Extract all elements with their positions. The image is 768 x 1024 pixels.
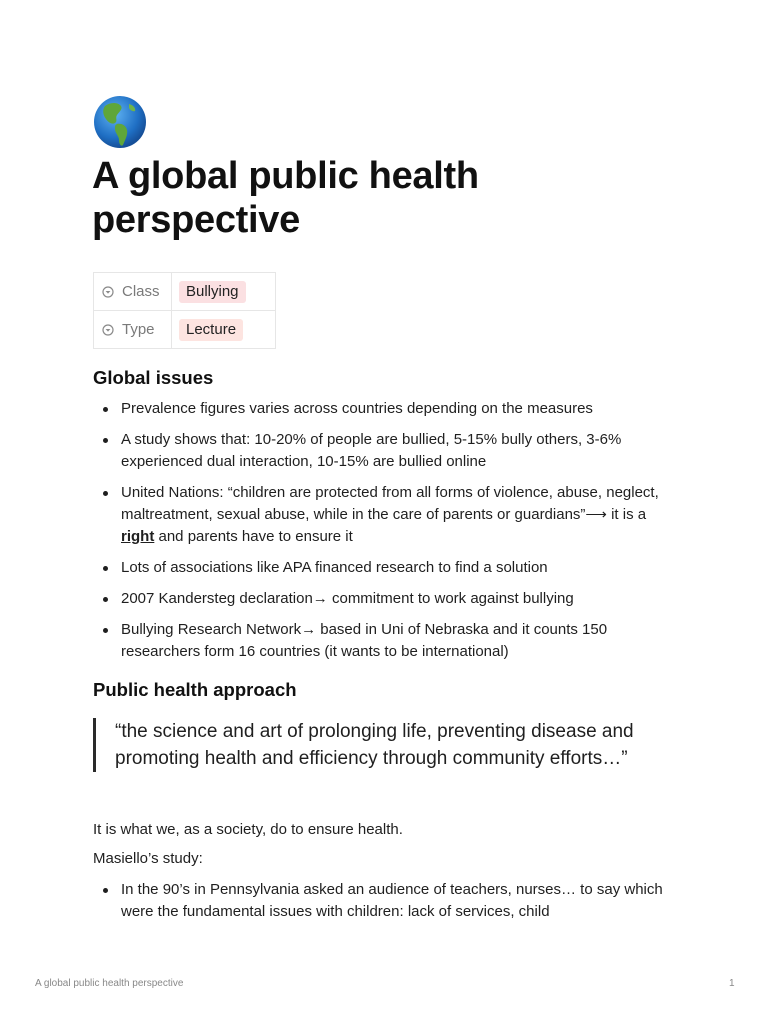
list-item: 2007 Kandersteg declaration→ commitment to work against bullying bbox=[93, 588, 663, 610]
select-icon bbox=[102, 286, 114, 298]
type-tag[interactable]: Lecture bbox=[179, 319, 243, 341]
section-heading-global-issues: Global issues bbox=[93, 367, 214, 388]
global-issues-list bbox=[93, 398, 663, 672]
list-item: Lots of associations like APA financed research to find a solution bbox=[93, 557, 663, 579]
page-title: A global public health perspective bbox=[92, 155, 479, 241]
section-heading-public-health: Public health approach bbox=[93, 679, 297, 700]
emphasis-right: right bbox=[121, 528, 155, 545]
select-icon bbox=[102, 324, 114, 336]
property-row-class bbox=[94, 273, 276, 311]
list-item: United Nations: “children are protected from all forms of violence, abuse, neglect, maltreatment, sexual abuse, while in the care of parents or guardians”⟶ it is a right and parents have to ensure it bbox=[93, 482, 663, 548]
list-item: Prevalence figures varies across countries depending on the measures bbox=[93, 398, 663, 420]
quote-block: “the science and art of prolonging life, preventing disease and promoting health and efficiency through community efforts…” bbox=[93, 718, 675, 772]
class-tag[interactable]: Bullying bbox=[179, 281, 246, 303]
property-label-type: Type bbox=[122, 321, 155, 338]
footer-page-number: 1 bbox=[729, 978, 735, 989]
masiello-list bbox=[93, 879, 663, 932]
paragraph: Masiello’s study: bbox=[93, 850, 203, 867]
property-row-type bbox=[94, 311, 276, 349]
list-item: In the 90’s in Pennsylvania asked an audience of teachers, nurses… to say which were the fundamental issues with children: lack of services, child bbox=[93, 879, 663, 923]
list-item: A study shows that: 10-20% of people are bullied, 5-15% bully others, 3-6% experienced dual interaction, 10-15% are bullied online bbox=[93, 429, 663, 473]
globe-americas-icon bbox=[93, 95, 147, 149]
list-item: Bullying Research Network→ based in Uni of Nebraska and it counts 150 researchers form 16 countries (it wants to be international) bbox=[93, 619, 663, 663]
property-label-class: Class bbox=[122, 283, 160, 300]
paragraph: It is what we, as a society, do to ensure health. bbox=[93, 821, 403, 838]
properties-table bbox=[93, 272, 276, 349]
footer-doc-title: A global public health perspective bbox=[35, 978, 184, 989]
